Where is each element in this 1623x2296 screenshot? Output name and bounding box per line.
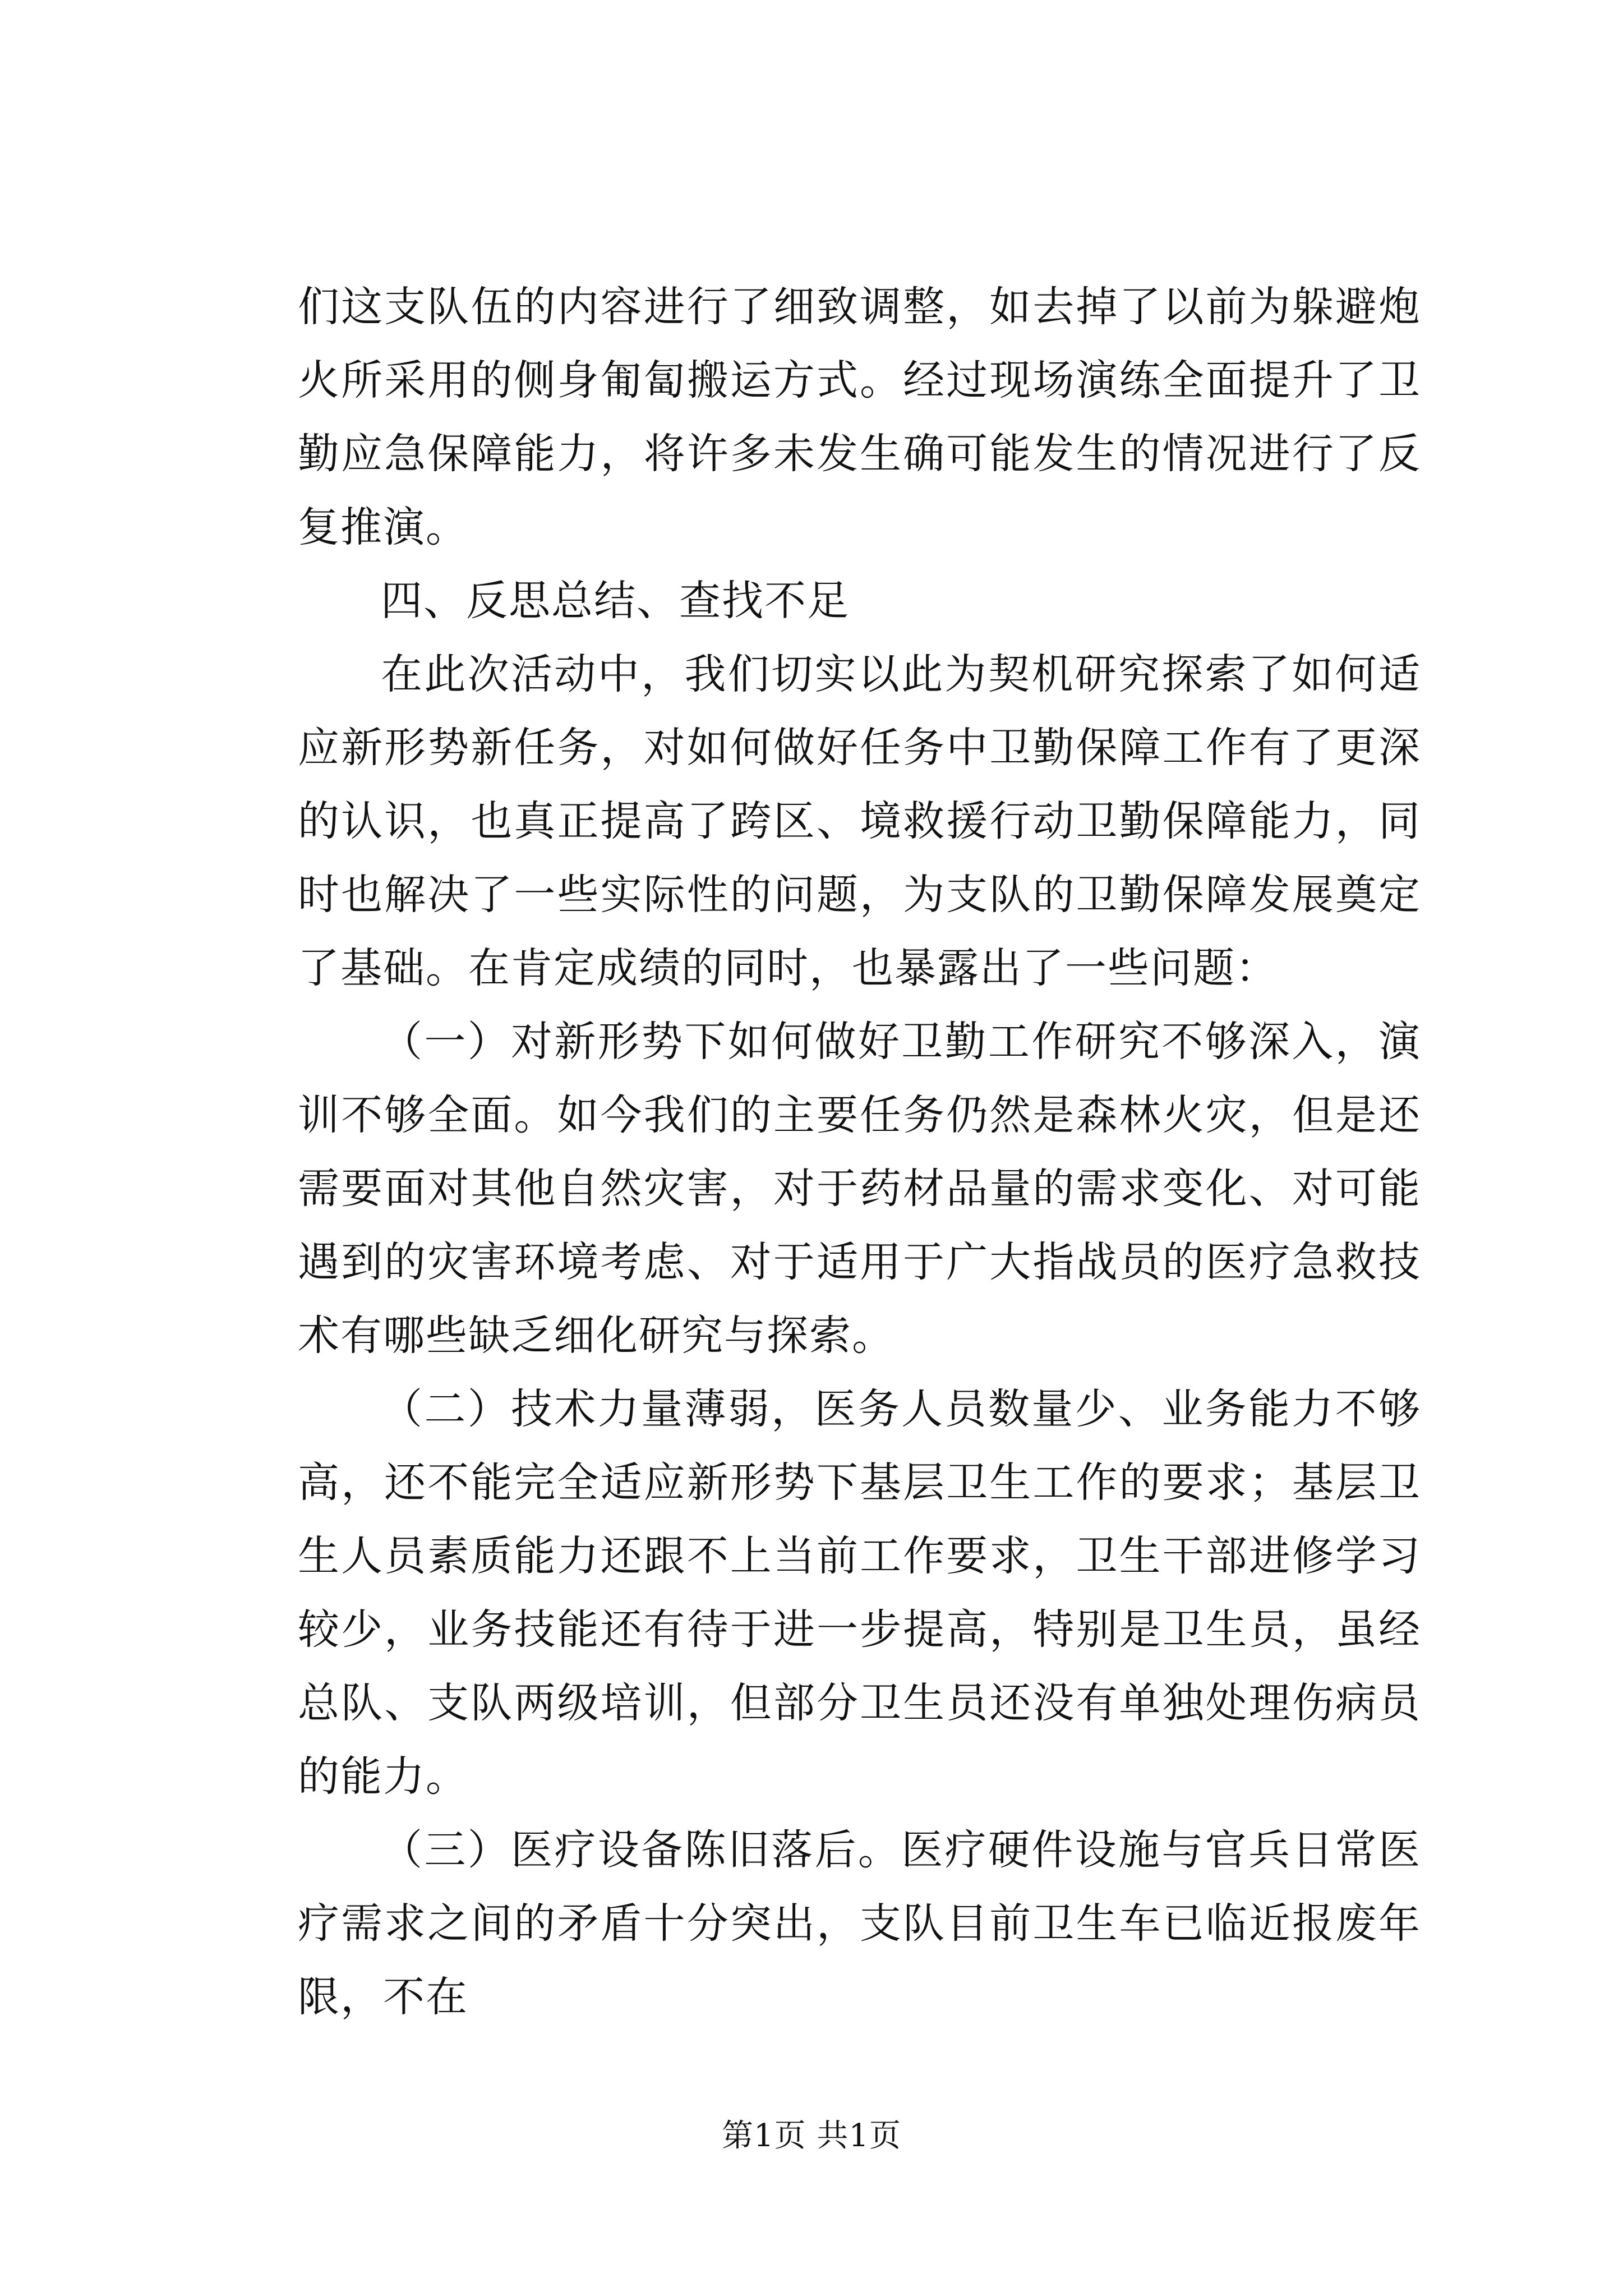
- paragraph-issue-one: （一）对新形势下如何做好卫勤工作研究不够深入，演训不够全面。如今我们的主要任务仍然是森林火灾，但是还需要面对其他自然灾害，对于药材品量的需求变化、对可能遇到的灾害环境考虑、对于适用于广大指战员的医疗急救技术有哪些缺乏细化研究与探索。: [298, 1018, 1421, 1360]
- paragraph-issue-three: （三）医疗设备陈旧落后。医疗硬件设施与官兵日常医疗需求之间的矛盾十分突出，支队目前卫生车已临近报废年限，不在: [298, 1826, 1421, 2021]
- section-heading-four: 四、反思总结、查找不足: [381, 577, 850, 625]
- paragraph-continuation: 们这支队伍的内容进行了细致调整，如去掉了以前为躲避炮火所采用的侧身匍匐搬运方式。经过现场演练全面提升了卫勤应急保障能力，将许多未发生确可能发生的情况进行了反复推演。: [298, 283, 1421, 551]
- page-footer: 第1页 共1页: [721, 2118, 902, 2154]
- document-body: [298, 270, 1421, 2034]
- paragraph-issue-two: （二）技术力量薄弱，医务人员数量少、业务能力不够高，还不能完全适应新形势下基层卫生工作的要求；基层卫生人员素质能力还跟不上当前工作要求，卫生干部进修学习较少，业务技能还有待于进一步提高，特别是卫生员，虽经总队、支队两级培训，但部分卫生员还没有单独处理伤病员的能力。: [298, 1385, 1421, 1801]
- paragraph-summary: 在此次活动中，我们切实以此为契机研究探索了如何适应新形势新任务，对如何做好任务中卫勤保障工作有了更深的认识，也真正提高了跨区、境救援行动卫勤保障能力，同时也解决了一些实际性的问题，为支队的卫勤保障发展奠定了基础。在肯定成绩的同时，也暴露出了一些问题：: [298, 650, 1421, 992]
